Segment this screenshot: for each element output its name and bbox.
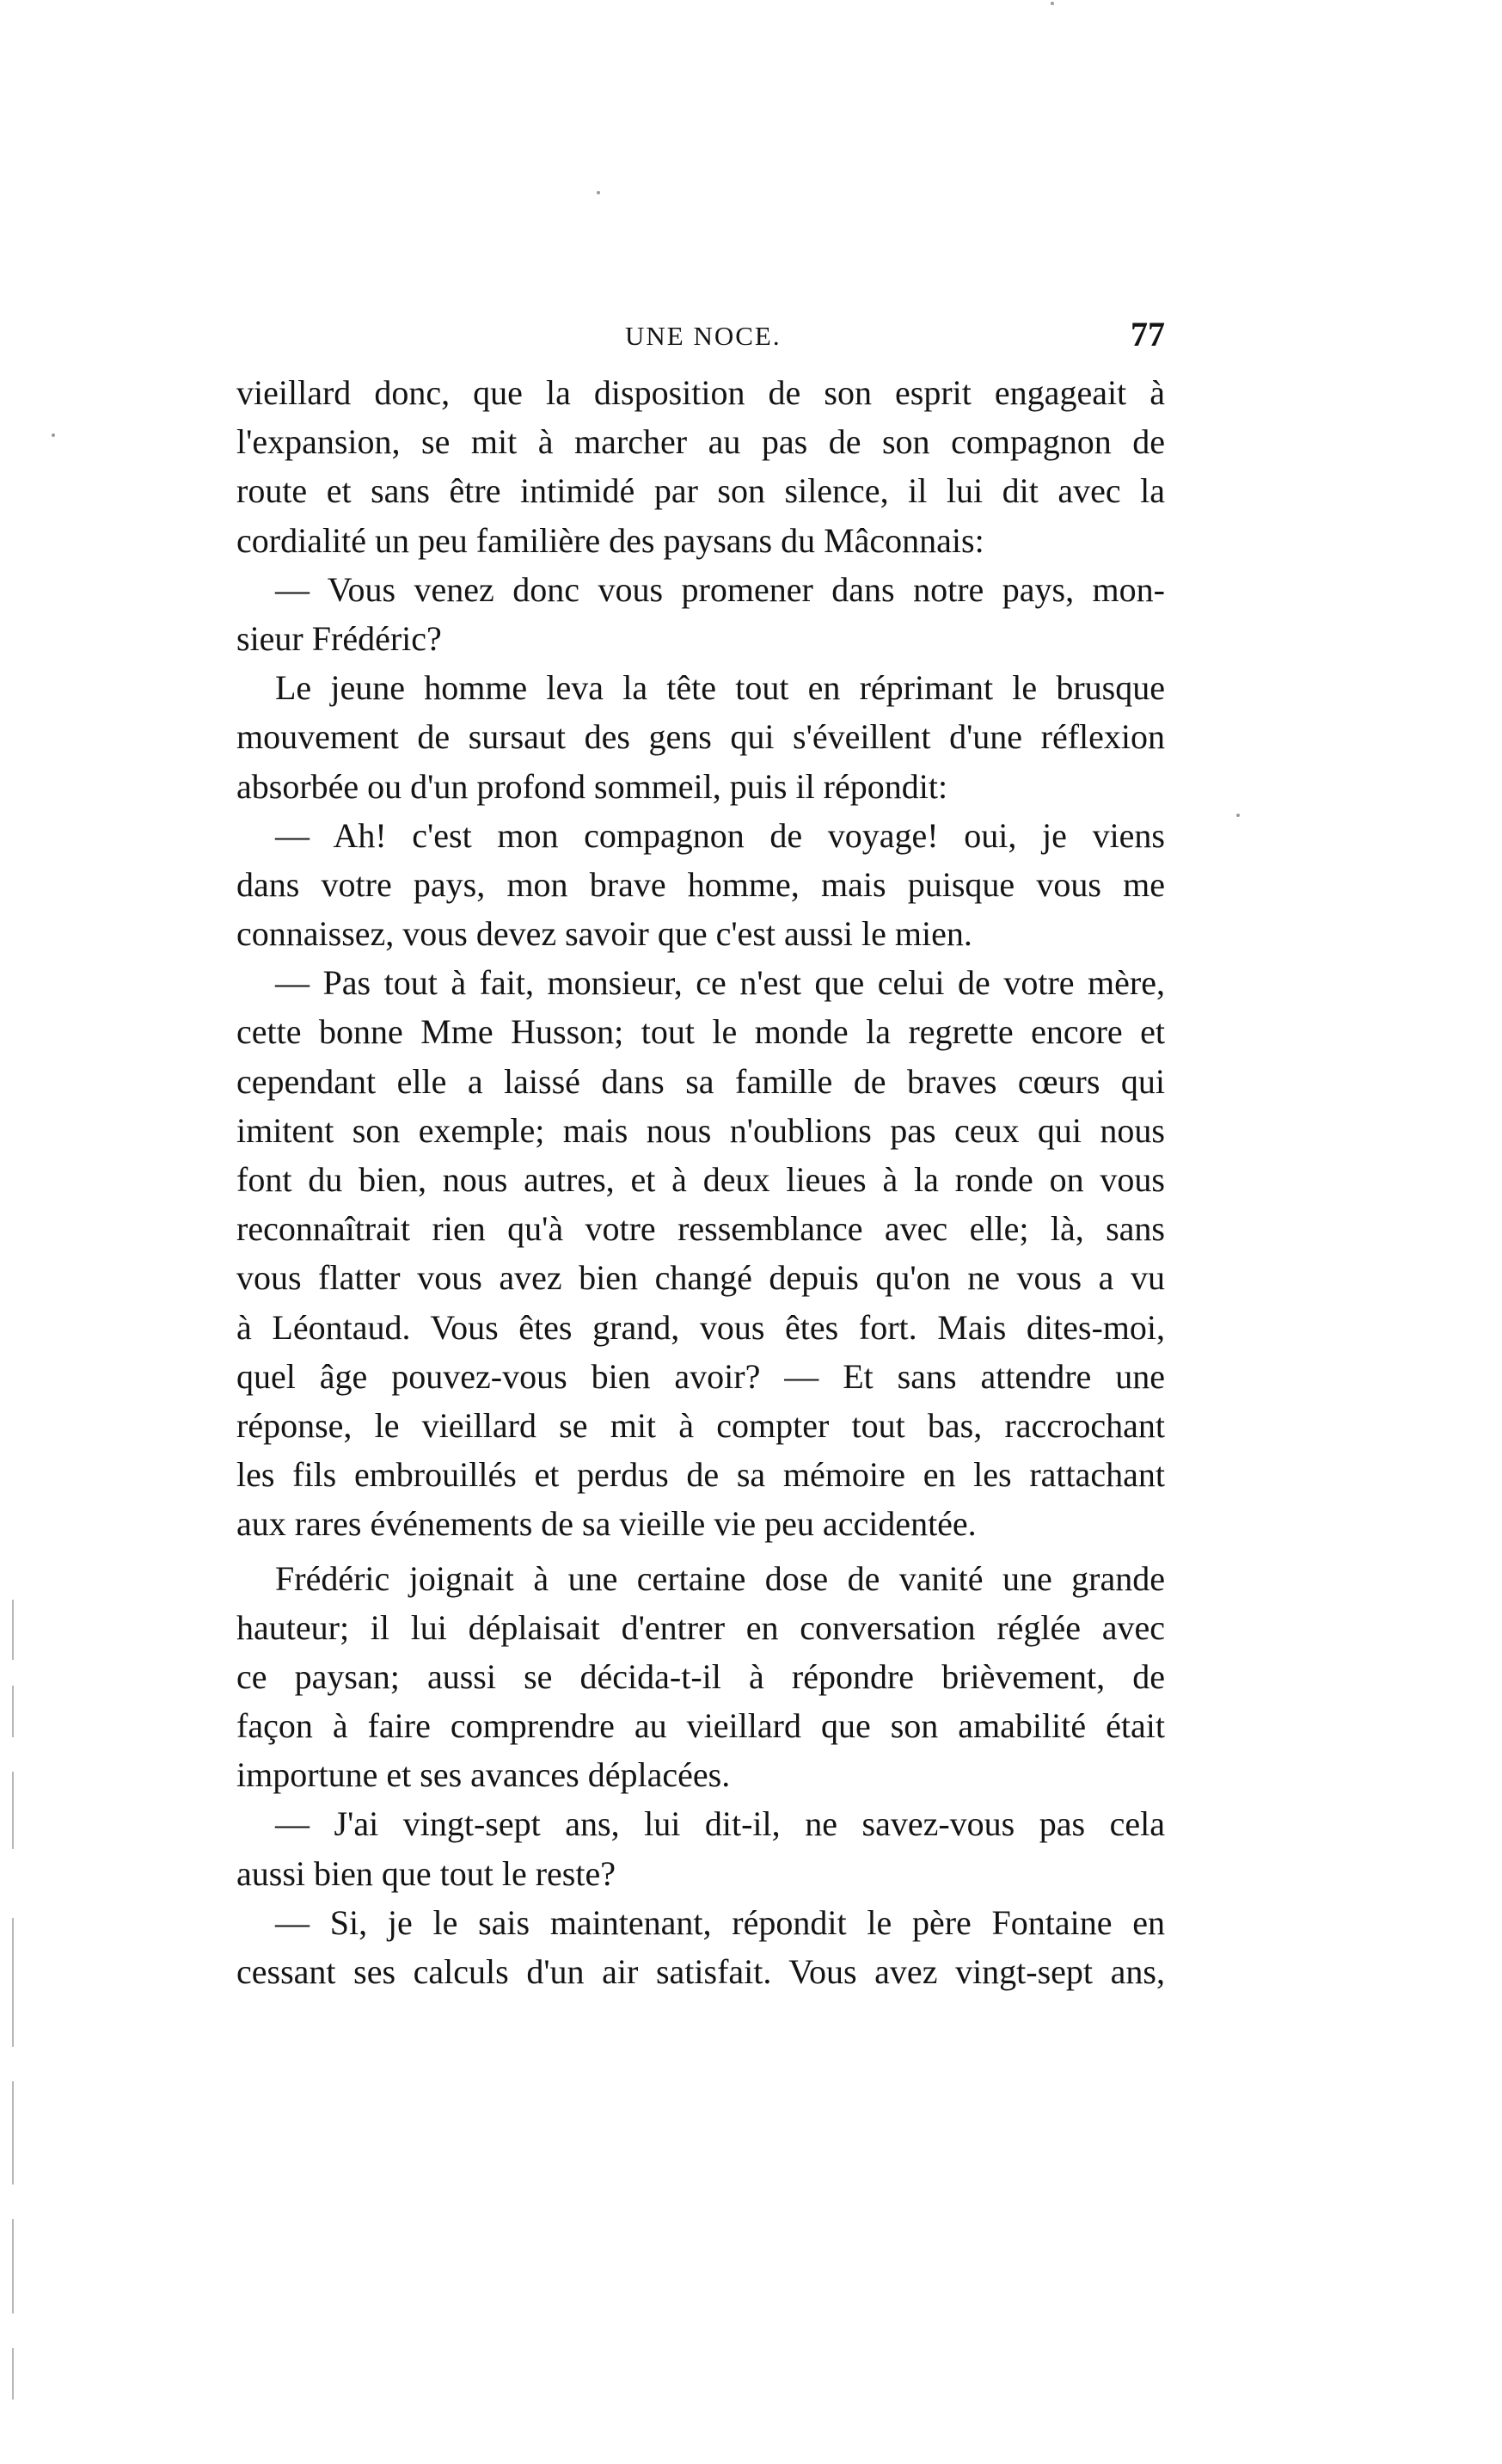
text-line: importune et ses avances déplacées.	[236, 1755, 731, 1795]
text-line: — Ah! c'est mon compagnon de voyage! oui, je viens	[275, 815, 1165, 855]
text-line: ce paysan; aussi se décida-t-il à répondre brièvement, de	[236, 1656, 1165, 1696]
text-line: — Vous venez donc vous promener dans notre pays, mon-	[275, 569, 1165, 609]
text-line: — J'ai vingt-sept ans, lui dit-il, ne savez-vous pas cela	[275, 1804, 1165, 1844]
text-line: absorbée ou d'un profond sommeil, puis il répondit:	[236, 766, 948, 806]
page-number: 77	[1131, 315, 1165, 353]
text-line: réponse, le vieillard se mit à compter tout bas, raccrochant	[236, 1405, 1165, 1445]
scan-margin-mark	[12, 2219, 14, 2313]
scan-margin-mark	[12, 1772, 14, 1849]
text-line: cette bonne Mme Husson; tout le monde la regrette encore et	[236, 1012, 1165, 1052]
scan-margin-mark	[12, 1918, 14, 2047]
text-line: reconnaîtrait rien qu'à votre ressemblance avec elle; là, sans	[236, 1209, 1165, 1249]
body-text	[236, 368, 1165, 1996]
text-line: mouvement de sursaut des gens qui s'éveillent d'une réflexion	[236, 717, 1165, 757]
text-line: cependant elle a laissé dans sa famille de braves cœurs qui	[236, 1061, 1165, 1101]
scan-speck	[1236, 814, 1240, 817]
text-line: aux rares événements de sa vieille vie peu accidentée.	[236, 1504, 977, 1544]
running-head	[236, 314, 1165, 366]
text-line: dans votre pays, mon brave homme, mais puisque vous me	[236, 864, 1165, 904]
text-line: cessant ses calculs d'un air satisfait. Vous avez vingt-sept ans,	[236, 1952, 1165, 1991]
text-line: l'expansion, se mit à marcher au pas de son compagnon de	[236, 422, 1165, 462]
text-line: Le jeune homme leva la tête tout en réprimant le brusque	[275, 668, 1165, 708]
text-line: imitent son exemple; mais nous n'oublions pas ceux qui nous	[236, 1110, 1165, 1150]
text-line: vous flatter vous avez bien changé depuis qu'on ne vous a vu	[236, 1258, 1165, 1298]
scan-speck	[1051, 2, 1054, 5]
text-line: aussi bien que tout le reste?	[236, 1853, 616, 1893]
text-line: font du bien, nous autres, et à deux lieues à la ronde on vous	[236, 1160, 1165, 1199]
scan-margin-mark	[12, 2348, 14, 2399]
text-line: façon à faire comprendre au vieillard que son amabilité était	[236, 1706, 1165, 1746]
text-line: connaissez, vous devez savoir que c'est aussi le mien.	[236, 914, 972, 954]
text-line: hauteur; il lui déplaisait d'entrer en conversation réglée avec	[236, 1607, 1165, 1647]
text-line: — Pas tout à fait, monsieur, ce n'est que celui de votre mère,	[275, 963, 1165, 1003]
scan-margin-mark	[12, 1600, 14, 1660]
running-title: UNE NOCE.	[625, 321, 782, 351]
text-line: Frédéric joignait à une certaine dose de vanité une grande	[275, 1558, 1165, 1598]
text-line: route et sans être intimidé par son silence, il lui dit avec la	[236, 471, 1165, 511]
scan-margin-mark	[12, 2081, 14, 2184]
text-line: à Léontaud. Vous êtes grand, vous êtes fort. Mais dites-moi,	[236, 1307, 1165, 1347]
scan-speck	[52, 433, 55, 437]
text-line: cordialité un peu familière des paysans du Mâconnais:	[236, 520, 984, 560]
text-line: — Si, je le sais maintenant, répondit le père Fontaine en	[275, 1902, 1165, 1942]
scan-margin-mark	[12, 1686, 14, 1737]
text-line: vieillard donc, que la disposition de son esprit engageait à	[236, 373, 1165, 412]
text-line: les fils embrouillés et perdus de sa mémoire en les rattachant	[236, 1455, 1165, 1495]
text-line: sieur Frédéric?	[236, 618, 442, 658]
scan-speck	[597, 191, 600, 194]
text-line: quel âge pouvez-vous bien avoir? — Et sans attendre une	[236, 1356, 1165, 1396]
